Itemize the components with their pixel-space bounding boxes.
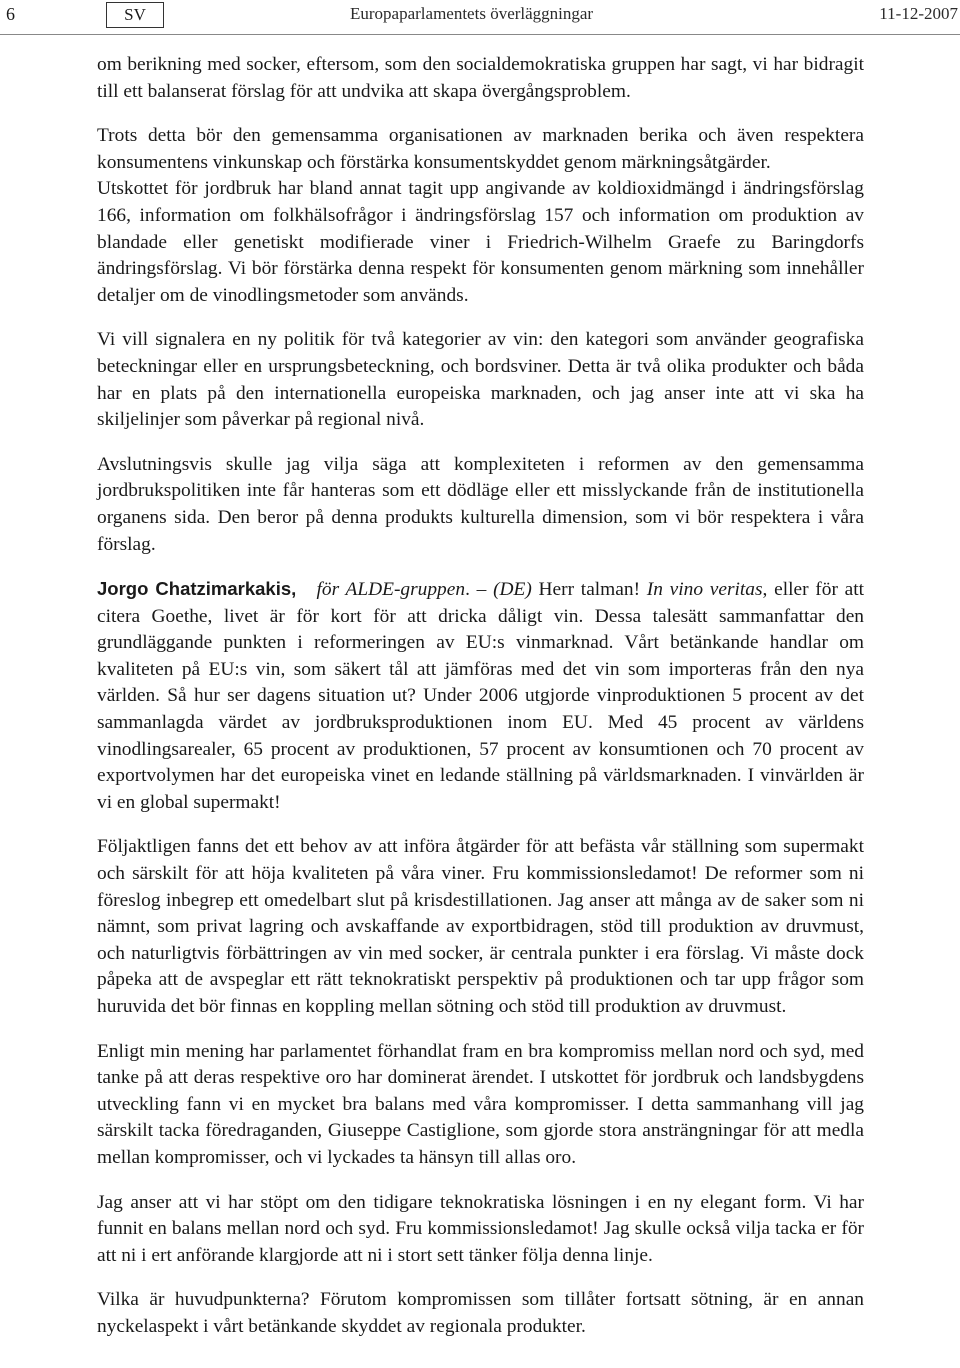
speech-greeting: Herr talman!	[531, 579, 647, 601]
page-number: 6	[6, 4, 15, 24]
latin-quote: In vino veritas	[646, 579, 763, 601]
page-header	[0, 0, 960, 36]
speaker-affiliation: för ALDE-gruppen	[316, 579, 466, 601]
document-body	[97, 52, 864, 1359]
paragraph: Jag anser att vi har stöpt om den tidigare teknokratiska lösningen i en ny elegant form. Vi har funnit en balans mellan nord och syd. Fru kommissionsledamot! Jag skulle också vilja tacka er för att ni i ert anförande klargjorde att ni i stort sett tänker följa denna linje.	[97, 1191, 864, 1266]
language-code: SV	[106, 2, 164, 28]
paragraph: om berikning med socker, eftersom, som den socialdemokratiska gruppen har sagt, vi har bidragit till ett balanserat förslag för att undvika att skapa övergångsproblem.	[97, 54, 864, 102]
publication-date: 11-12-2007	[879, 4, 958, 23]
paragraph: Vilka är huvudpunkterna? Förutom kompromissen som tillåter fortsatt sötning, är en annan nyckelaspekt i vårt betänkande skyddet av regionala produkter.	[97, 1289, 864, 1337]
paragraph: Vi vill signalera en ny politik för två kategorier av vin: den kategori som använder geografiska beteckningar eller en ursprungsbeteckning, och bordsviner. Detta är två olika produkter och båda har en plats på den internationella europeiska marknaden, och jag anser inte att vi ska ha skiljelinjer som påverkar på regional nivå.	[97, 329, 864, 431]
speaker-name: Jorgo Chatzimarkakis,	[97, 578, 297, 600]
paragraph: Följaktligen fanns det ett behov av att införa åtgärder för att befästa vår ställning som supermakt och särskilt för att höja kvaliteten på våra viner. Fru kommissionsledamot! De reformer som ni föreslog inbegrep ett omedelbart slut på krisdestillationen. Jag anser att många av de saker som ni nämnt, som privat lagring och avskaffande av exportbidragen, stöd till produktion av druvmust, och naturligtvis förbättringen av vin med socker, är centrala punkter i era förslag. Vi måste dock påpeka att de avspeglar ett rätt teknokratiskt perspektiv på produktionen och tar upp frågor som huruvida det bör finnas en koppling mellan sötning och stöd till produktion av druvmust.	[97, 836, 864, 1017]
paragraph: Utskottet för jordbruk har bland annat tagit upp angivande av koldioxidmängd i ändringsförslag 166, information om folkhälsofrågor i ändringsförslag 157 och information om produktion av blandade eller genetiskt modifierade viner i Friedrich-Wilhelm Graefe zu Baringdorfs ändringsförslag. Vi bör förstärka denna respekt för konsumenten genom märkning som innehåller detaljer om de vinodlingsmetoder som används.	[97, 178, 864, 306]
header-rule	[0, 34, 960, 35]
publication-title: Europaparlamentets överläggningar	[350, 4, 594, 23]
paragraph: Trots detta bör den gemensamma organisationen av marknaden berika och även respektera konsumentens vinkunskap och förstärka konsumentskyddet genom märkningsåtgärder.	[97, 125, 864, 173]
speech-text: , eller för att citera Goethe, livet är för kort för att dricka dåligt vin. Dessa talesätt sammanfattar den grundläggande punkten i reformeringen av EU:s vinmarknad. Vårt betänkande handlar om kvaliteten på EU:s vin, som säkert tål att jämföras med det vin som importeras från den nya världen. Så hur ser dagens situation ut? Under 2006 utgjorde vinproduktionen 5 procent av det sammanlagda värdet av jordbruksproduktionen inom EU. Med 45 procent av världens vinodlingsarealer, 65 procent av produktionen, 57 procent av konsumtionen och 70 procent av exportvolymen har det europeiska vinet en ledande ställning på världsmarknaden. I vinvärlden är vi en global supermakt!	[97, 579, 865, 813]
paragraph: Enligt min mening har parlamentet förhandlat fram en bra kompromiss mellan nord och syd, med tanke på att deras respektive oro har dominerat ärendet. I utskottet för jordbruk och landsbygdens utveckling fann vi en mycket bra balans med våra kompromisser. I detta sammanhang vill jag särskilt tacka föredraganden, Giuseppe Castiglione, som gjorde stora ansträngningar för att medla mellan kompromisser, och vi lyckades ta hänsyn till allas oro.	[97, 1040, 864, 1168]
language-tag: (DE)	[493, 579, 532, 601]
speech-paragraph	[97, 576, 864, 816]
speech-separator: . –	[465, 579, 494, 601]
paragraph: Avslutningsvis skulle jag vilja säga att komplexiteten i reformen av den gemensamma jordbrukspolitiken inte får hanteras som ett dödläge eller ett misslyckande från de institutionella organens sida. Den beror på denna produkts kulturella dimension, som vi bör respektera i våra förslag.	[97, 453, 864, 555]
